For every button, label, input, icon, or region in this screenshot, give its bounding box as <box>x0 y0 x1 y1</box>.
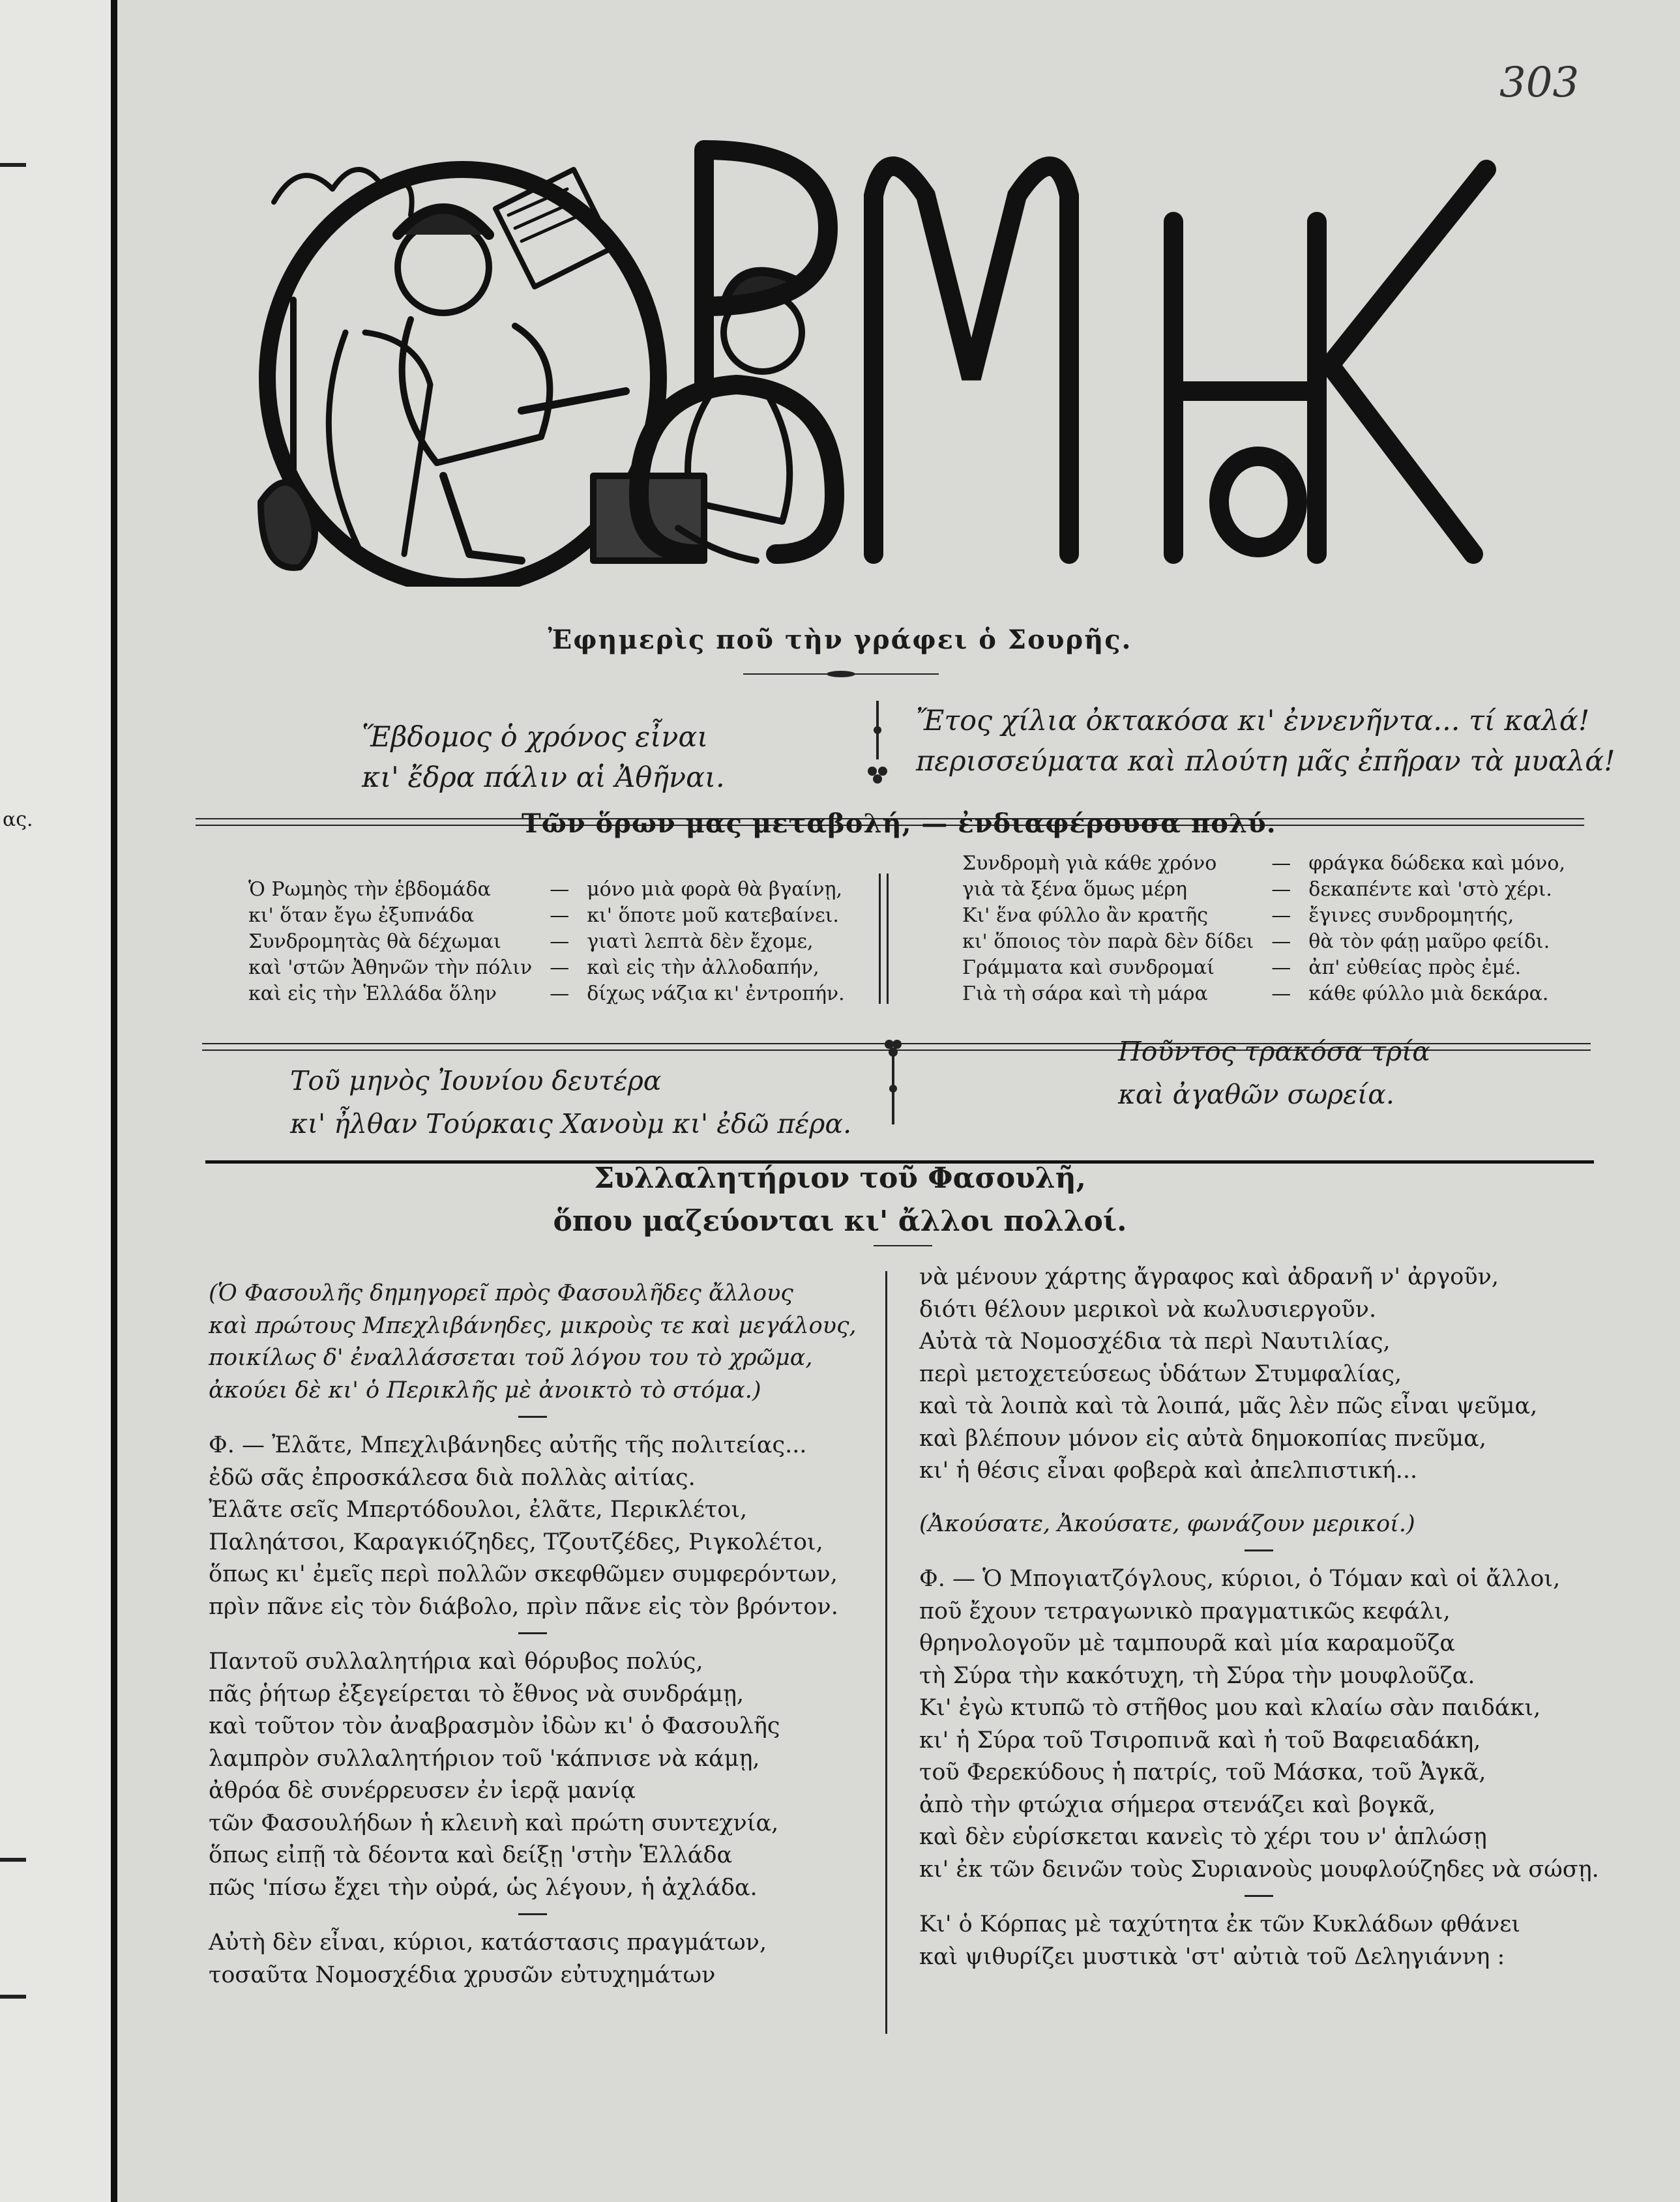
terms-cell: καὶ εἰς τὴν ἀλλοδαπήν, <box>587 956 819 979</box>
terms-dash: — <box>550 930 570 953</box>
terms-cell: Συνδρομὴ γιὰ κάθε χρόνο <box>962 852 1217 875</box>
epigraph-line: περισσεύματα καὶ πλούτη μᾶς ἐπῆραν τὰ μυαλά! <box>916 745 1615 778</box>
terms-cell: ἀπ' εὐθείας πρὸς ἐμέ. <box>1308 956 1522 979</box>
masthead-subtitle: Ἐφημερὶς ποῦ τὴν γράφει ὁ Σουρῆς. <box>548 624 1132 655</box>
verse-line: τοσαῦτα Νομοσχέδια χρυσῶν εὐτυχημάτων <box>209 1961 716 1988</box>
verse-line: καὶ ψιθυρίζει μυστικὰ 'στ' αὐτιὰ τοῦ Δεληγιάννη : <box>919 1943 1505 1970</box>
terms-dash: — <box>1271 982 1291 1005</box>
verse-line: Κι' ἐγὼ κτυπῶ τὸ στῆθος μου καὶ κλαίω σὰν παιδάκι, <box>919 1695 1541 1721</box>
epigraph-right <box>916 701 1615 782</box>
verse-line: Αὐτὴ δὲν εἶναι, κύριοι, κατάστασις πραγμάτων, <box>209 1930 767 1956</box>
terms-cell: μόνο μιὰ φορὰ θὰ βγαίνῃ, <box>587 878 843 901</box>
verse-line: τῶν Φασουλήδων ἡ κλεινὴ καὶ πρώτη συντεχνία, <box>209 1810 779 1836</box>
spacer <box>919 1488 1599 1508</box>
verse-line: κι' ἐκ τῶν δεινῶν τοὺς Συριανοὺς μουφλούζηδες νὰ σώσῃ. <box>919 1856 1599 1883</box>
verse-line: καὶ τοῦτον τὸν ἀναβρασμὸν ἰδὼν κι' ὁ Φασουλῆς <box>209 1713 780 1739</box>
terms-cell: γιατὶ λεπτὰ δὲν ἔχομε, <box>587 930 814 953</box>
verse-line: Παντοῦ συλλαλητήρια καὶ θόρυβος πολύς, <box>209 1649 703 1675</box>
verse-line: καὶ πρώτους Μπεχλιβάνηδες, μικροὺς τε καὶ μεγάλους, <box>209 1312 857 1339</box>
stanza <box>209 1646 857 1904</box>
terms-cell: θὰ τὸν φάῃ μαῦρο φείδι. <box>1308 930 1550 953</box>
verse-line: Αὐτὰ τὰ Νομοσχέδια τὰ περὶ Ναυτιλίας, <box>919 1329 1391 1355</box>
page-number: 303 <box>1499 59 1580 107</box>
stanza <box>919 1563 1599 1886</box>
stage-direction <box>209 1278 857 1407</box>
masthead <box>248 137 1525 587</box>
title-dash <box>874 1245 932 1246</box>
stanza-break <box>1245 1549 1273 1551</box>
verse-line: ἀπὸ τὴν φτώχια σήμερα στενάζει καὶ βογκᾶ, <box>919 1791 1436 1818</box>
verse-line: διότι θέλουν μερικοὶ νὰ κωλυσιεργοῦν. <box>919 1296 1377 1323</box>
verse-line: Φ. — Ἐλᾶτε, Μπεχλιβάνηδες αὐτῆς τῆς πολιτείας... <box>209 1432 807 1458</box>
terms-cell: Γιὰ τὴ σάρα καὶ τὴ μάρα <box>962 982 1208 1005</box>
terms-heading: Τῶν ὅρων μας μεταβολή, — ἐνδιαφέρουσα πολύ. <box>522 808 1276 839</box>
article-column-2 <box>919 1261 1599 1973</box>
verse-line: θρηνολογοῦν μὲ ταμπουρᾶ καὶ μία καραμοῦζα <box>919 1630 1455 1656</box>
terms-row <box>244 877 849 903</box>
terms-cell: κι' ὅταν ἔγω ἐξυπνάδα <box>248 904 475 927</box>
verse-line: Κι' ὁ Κόρπας μὲ ταχύτητα ἐκ τῶν Κυκλάδων φθάνει <box>919 1911 1521 1937</box>
stanza-break <box>518 1913 547 1915</box>
epigraph-line: κι' ἔδρα πάλιν αἱ Ἀθῆναι. <box>362 761 725 794</box>
article-column-1 <box>209 1278 857 1991</box>
verse-line: Παληάτσοι, Καραγκιόζηδες, Τζουτζέδες, Ριγκολέτοι, <box>209 1529 823 1555</box>
terms-dash: — <box>550 878 570 901</box>
article-title <box>0 1157 1680 1243</box>
terms-row <box>958 955 1569 981</box>
terms-cell: κάθε φύλλο μιὰ δεκάρα. <box>1308 982 1549 1005</box>
article-title-line: Συλλαλητήριον τοῦ Φασουλῆ, <box>594 1162 1086 1195</box>
column-divider <box>887 873 889 1004</box>
binding-margin <box>0 0 117 2202</box>
verse-line: ὅπως κι' ἐμεῖς περὶ πολλῶν σκεφθῶμεν συμφερόντων, <box>209 1561 838 1587</box>
terms-dash: — <box>1271 956 1291 979</box>
terms-row <box>244 981 849 1007</box>
terms-cell: κι' ὅποτε μοῦ κατεβαίνει. <box>587 904 839 927</box>
terms-row <box>958 877 1569 903</box>
terms-dash: — <box>1271 878 1291 901</box>
terms-cell: δεκαπέντε καὶ 'στὸ χέρι. <box>1308 878 1552 901</box>
verse-line: ποῦ ἔχουν τετραγωνικὸ πραγματικῶς κεφάλι, <box>919 1598 1451 1624</box>
verse-line: καὶ τὰ λοιπὰ καὶ τὰ λοιπά, μᾶς λὲν πῶς εἶναι ψεῦμα, <box>919 1393 1538 1419</box>
terms-cell: κι' ὅποιος τὸν παρὰ δὲν δίδει <box>962 930 1254 953</box>
stanza <box>209 1927 857 1991</box>
ornament-icon <box>864 701 891 785</box>
terms-table-right <box>958 851 1569 1007</box>
verse-line: ποικίλως δ' ἐναλλάσσεται τοῦ λόγου του τὸ χρῶμα, <box>209 1345 813 1371</box>
margin-mark <box>0 1995 26 1999</box>
margin-mark <box>0 1858 26 1862</box>
verse-line: περὶ μετοχετεύσεως ὑδάτων Στυμφαλίας, <box>919 1360 1402 1387</box>
terms-cell: δίχως νάζια κι' ἐντροπήν. <box>587 982 845 1005</box>
terms-cell: καὶ εἰς τὴν Ἑλλάδα ὅλην <box>248 982 497 1005</box>
verse-line: (Ὁ Φασουλῆς δημηγορεῖ πρὸς Φασουλῆδες ἄλλους <box>209 1280 793 1306</box>
terms-table-left <box>244 877 849 1007</box>
stanza-break <box>518 1416 547 1418</box>
stanza-break <box>1245 1895 1273 1897</box>
adjacent-page-fragment: ας. <box>3 808 33 831</box>
terms-cell: φράγκα δώδεκα καὶ μόνο, <box>1308 852 1566 875</box>
stanza <box>919 1909 1599 1973</box>
verse-line: κι' ἡ θέσις εἶναι φοβερὰ καὶ ἀπελπιστική... <box>919 1458 1418 1484</box>
verse-line: ἀθρόα δὲ συνέρρευσεν ἐν ἱερᾷ μανίᾳ <box>209 1778 636 1804</box>
epigraph-line: Ἔτος χίλια ὀκτακόσα κι' ἐννενῆντα... τί καλά! <box>916 705 1590 737</box>
terms-cell: καὶ 'στῶν Ἀθηνῶν τὴν πόλιν <box>248 956 533 979</box>
article-title-line: ὅπου μαζεύονται κι' ἄλλοι πολλοί. <box>553 1205 1127 1238</box>
verse-line: νὰ μένουν χάρτης ἄγραφος καὶ ἀδρανῆ ν' ἀργοῦν, <box>919 1264 1499 1290</box>
verse-line: τὴ Σύρα τὴν κακότυχη, τὴ Σύρα τὴν μουφλοῦζα. <box>919 1662 1475 1689</box>
verse-line: ὅπως εἰπῇ τὰ δέοντα καὶ δείξῃ 'στὴν Ἑλλάδα <box>209 1842 733 1868</box>
verse-line: πῶς 'πίσω ἔχει τὴν οὐρά, ὡς λέγουν, ἡ ἀχλάδα. <box>209 1874 758 1901</box>
column-divider <box>885 1271 887 2034</box>
terms-dash: — <box>550 982 570 1005</box>
verse-line: ἀκούει δὲ κι' ὁ Περικλῆς μὲ ἀνοικτὸ τὸ στόμα.) <box>209 1377 761 1403</box>
date-line: Τοῦ μηνὸς Ἰουνίου δευτέρα <box>290 1065 662 1096</box>
terms-row <box>958 903 1569 929</box>
terms-dash: — <box>550 956 570 979</box>
stanza <box>919 1261 1599 1488</box>
terms-dash: — <box>1271 930 1291 953</box>
stanza-break <box>518 1632 547 1634</box>
terms-row <box>244 903 849 929</box>
verse-line: Ἐλᾶτε σεῖς Μπερτόδουλοι, ἐλᾶτε, Περικλέτοι, <box>209 1497 748 1523</box>
date-right <box>1118 1030 1430 1116</box>
terms-cell: Συνδρομητὰς θὰ δέχωμαι <box>248 930 501 953</box>
ornament-icon <box>880 1036 906 1128</box>
terms-cell: γιὰ τὰ ξένα ὅμως μέρη <box>962 878 1187 901</box>
terms-dash: — <box>550 904 570 927</box>
terms-dash: — <box>1271 852 1291 875</box>
date-left <box>290 1059 851 1145</box>
date-line: Ποῦντος τρακόσα τρία <box>1118 1036 1430 1067</box>
terms-dash: — <box>1271 904 1291 927</box>
terms-row <box>958 851 1569 877</box>
verse-line: κι' ἡ Σύρα τοῦ Τσιροπινᾶ καὶ ἡ τοῦ Βαφειαδάκη, <box>919 1727 1481 1754</box>
column-divider <box>879 873 881 1004</box>
terms-row <box>958 981 1569 1007</box>
verse-line: καὶ δὲν εὑρίσκεται κανεὶς τὸ χέρι του ν' ἁπλώσῃ <box>919 1824 1487 1850</box>
date-line: καὶ ἀγαθῶν σωρεία. <box>1118 1079 1394 1110</box>
verse-line: τοῦ Φερεκύδους ἡ πατρίς, τοῦ Μάσκα, τοῦ Ἀγκᾶ, <box>919 1759 1486 1785</box>
terms-cell: Κι' ἕνα φύλλο ἂν κρατῆς <box>962 904 1209 927</box>
verse-line: καὶ βλέπουν μόνον εἰς αὐτὰ δημοκοπίας πνεῦμα, <box>919 1425 1486 1452</box>
masthead-lettering <box>639 150 1486 554</box>
stage-direction: (Ἀκούσατε, Ἀκούσατε, φωνάζουν μερικοί.) <box>919 1510 1415 1537</box>
terms-row <box>958 929 1569 955</box>
verse-line: πᾶς ῥήτωρ ἐξεγείρεται τὸ ἔθνος νὰ συνδράμῃ, <box>209 1681 744 1707</box>
terms-row <box>244 955 849 981</box>
terms-cell: ἔγινες συνδρομητής, <box>1308 904 1514 927</box>
verse-line: Φ. — Ὁ Μπογιατζόγλους, κύριοι, ὁ Τόμαν καὶ οἱ ἄλλοι, <box>919 1566 1561 1592</box>
verse-line: λαμπρὸν συλλαλητήριον τοῦ 'κάπνισε νὰ κάμῃ, <box>209 1745 760 1772</box>
epigraph-line: Ἕβδομος ὁ χρόνος εἶναι <box>362 721 709 754</box>
terms-cell: Γράμματα καὶ συνδρομαί <box>962 956 1215 979</box>
terms-row <box>244 929 849 955</box>
terms-cell: Ὁ Ρωμηὸς τὴν ἑβδομάδα <box>248 878 491 901</box>
stanza <box>209 1430 857 1623</box>
margin-mark <box>0 163 26 167</box>
subtitle-ornament <box>743 670 939 678</box>
verse-line: ἐδῶ σᾶς ἐπροσκάλεσα διὰ πολλὰς αἰτίας. <box>209 1464 696 1491</box>
verse-line: πρὶν πᾶνε εἰς τὸν διάβολο, πρὶν πᾶνε εἰς τὸν βρόντον. <box>209 1593 838 1620</box>
epigraph-left <box>362 717 725 798</box>
date-line: κι' ἦλθαν Τούρκαις Χανοὺμ κι' ἐδῶ πέρα. <box>290 1108 852 1139</box>
